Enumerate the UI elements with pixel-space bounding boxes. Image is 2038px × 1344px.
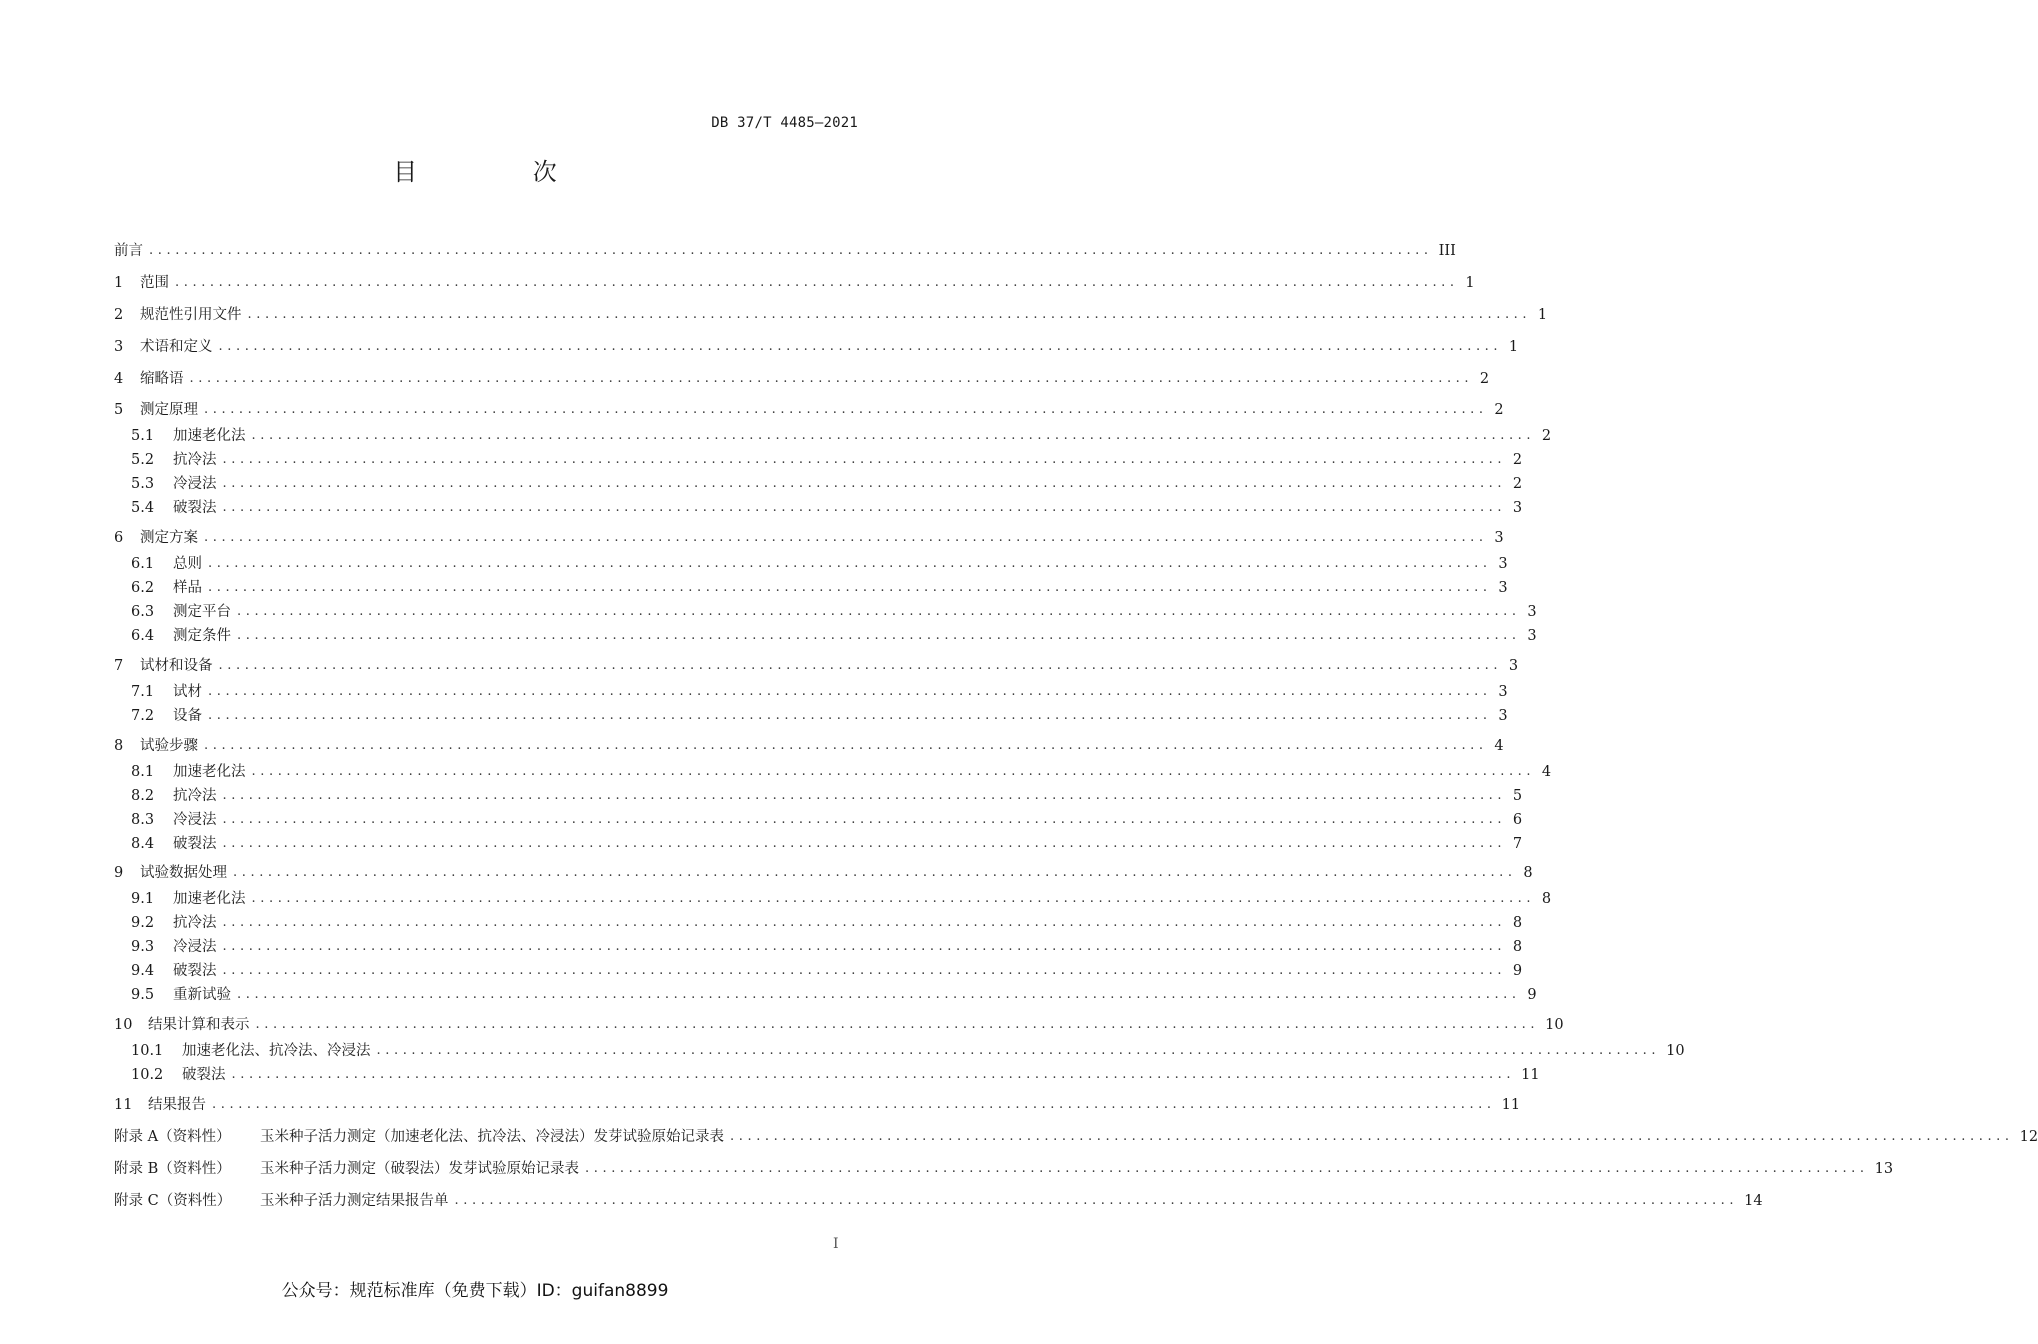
toc-number: 4: [114, 371, 124, 387]
toc-label: 样品: [173, 580, 202, 596]
toc-entry[interactable]: [114, 400, 1504, 420]
toc-number: 1: [114, 275, 124, 291]
toc-label: 试材和设备: [140, 658, 213, 674]
toc-page: 2: [1512, 476, 1523, 492]
toc-leader-dots: ...................................................................................................................................................: [233, 865, 1517, 880]
toc-leader-dots: ...................................................................................................................................................: [218, 658, 1503, 673]
toc-leader-dots: ...................................................................................................................................................: [247, 307, 1532, 322]
toc-subentry[interactable]: [131, 602, 1537, 622]
toc-subentry[interactable]: [131, 498, 1523, 518]
toc-subentry[interactable]: [131, 426, 1552, 446]
toc-page: 3: [1498, 580, 1508, 596]
toc-page: 2: [1512, 452, 1523, 468]
toc-entry-appendix-c[interactable]: [114, 1191, 1763, 1211]
toc-page: III: [1438, 243, 1456, 259]
toc-subentry[interactable]: [131, 706, 1508, 726]
toc-entry[interactable]: [114, 1095, 1521, 1115]
toc-leader-dots: ...................................................................................................................................................: [208, 556, 1492, 571]
toc-page: 4: [1494, 738, 1504, 754]
toc-leader-dots: ...................................................................................................................................................: [204, 402, 1488, 417]
toc-number: 附录 A（资料性）: [114, 1129, 231, 1145]
toc-number: 6.2: [131, 580, 155, 596]
toc-number: 8.4: [131, 836, 155, 852]
toc-label: 试材: [173, 684, 202, 700]
toc-subentry[interactable]: [131, 786, 1523, 806]
doc-code: DB 37/T 4485—2021: [711, 115, 858, 131]
toc-label: 玉米种子活力测定（加速老化法、抗冷法、冷浸法）发芽试验原始记录表: [260, 1129, 724, 1145]
toc-label: 破裂法: [173, 836, 217, 852]
toc-page: 3: [1498, 708, 1508, 724]
toc-leader-dots: ...................................................................................................................................................: [204, 738, 1488, 753]
toc-subentry[interactable]: [131, 554, 1508, 574]
toc-leader-dots: ...................................................................................................................................................: [212, 1097, 1496, 1112]
toc-number: 6.3: [131, 604, 155, 620]
toc-label: 冷浸法: [173, 812, 217, 828]
toc-entry[interactable]: [114, 1015, 1564, 1035]
toc-number: 3: [114, 339, 124, 355]
toc-label: 破裂法: [173, 963, 217, 979]
toc-entry-appendix-a[interactable]: [114, 1127, 2038, 1147]
toc-number: 5.2: [131, 452, 155, 468]
toc-label: 测定平台: [173, 604, 231, 620]
toc-subentry[interactable]: [131, 474, 1523, 494]
toc-label: 加速老化法: [173, 891, 246, 907]
toc-leader-dots: ...................................................................................................................................................: [175, 275, 1459, 290]
toc-subentry[interactable]: [131, 1041, 1685, 1061]
toc-number: 6.4: [131, 628, 155, 644]
toc-leader-dots: ...................................................................................................................................................: [237, 628, 1521, 643]
toc-number: 5.1: [131, 428, 155, 444]
toc-leader-dots: ...................................................................................................................................................: [204, 530, 1488, 545]
toc-page: 7: [1512, 836, 1523, 852]
toc-page: 11: [1521, 1067, 1540, 1083]
toc-page: 10: [1545, 1017, 1564, 1033]
toc-label: 试验数据处理: [140, 865, 227, 881]
toc-label: 重新试验: [173, 987, 231, 1003]
toc-page: 3: [1498, 556, 1508, 572]
toc-label: 抗冷法: [173, 788, 217, 804]
toc-label: 抗冷法: [173, 452, 217, 468]
toc-subentry[interactable]: [131, 810, 1523, 830]
toc-page: 9: [1512, 963, 1523, 979]
toc-number: 9: [114, 865, 124, 881]
toc-page: 2: [1494, 402, 1504, 418]
toc-subentry[interactable]: [131, 1065, 1540, 1085]
toc-number: 2: [114, 307, 124, 323]
toc-subentry[interactable]: [131, 682, 1508, 702]
toc-leader-dots: ...................................................................................................................................................: [222, 915, 1507, 930]
toc-entry-appendix-b[interactable]: [114, 1159, 1894, 1179]
toc-page: 2: [1479, 371, 1490, 387]
toc-page: 9: [1527, 987, 1537, 1003]
toc-subentry[interactable]: [131, 961, 1523, 981]
toc-page: 3: [1527, 604, 1537, 620]
toc-entry[interactable]: [114, 369, 1490, 389]
toc-number: 7.1: [131, 684, 155, 700]
toc-label: 测定条件: [173, 628, 231, 644]
toc-leader-dots: ...................................................................................................................................................: [222, 500, 1507, 515]
toc-leader-dots: ...................................................................................................................................................: [222, 939, 1507, 954]
toc-page: 12: [2019, 1129, 2038, 1145]
toc-label: 测定方案: [140, 530, 198, 546]
toc-page: 5: [1512, 788, 1523, 804]
toc-leader-dots: ...................................................................................................................................................: [222, 812, 1507, 827]
toc-entry[interactable]: [114, 528, 1504, 548]
toc-number: 8.3: [131, 812, 155, 828]
toc-leader-dots: ...................................................................................................................................................: [376, 1043, 1661, 1058]
toc-number: 8.2: [131, 788, 155, 804]
toc-leader-dots: ...................................................................................................................................................: [218, 339, 1503, 354]
toc-number: 11: [114, 1097, 133, 1113]
toc-number: 8.1: [131, 764, 155, 780]
toc-label: 破裂法: [173, 500, 217, 516]
toc-page: 2: [1541, 428, 1552, 444]
toc-number: 8: [114, 738, 124, 754]
toc-label: 结果计算和表示: [148, 1017, 250, 1033]
toc-leader-dots: ...................................................................................................................................................: [189, 371, 1474, 386]
toc-entry[interactable]: [114, 656, 1519, 676]
toc-page: 1: [1508, 339, 1519, 355]
toc-page: 3: [1512, 500, 1523, 516]
toc-subentry[interactable]: [131, 985, 1537, 1005]
toc-leader-dots: ...................................................................................................................................................: [454, 1193, 1739, 1208]
toc-entry-preface[interactable]: [114, 241, 1456, 261]
toc-label: 结果报告: [148, 1097, 206, 1113]
toc-label: 玉米种子活力测定（破裂法）发芽试验原始记录表: [260, 1161, 579, 1177]
toc-leader-dots: ...................................................................................................................................................: [208, 684, 1492, 699]
toc-leader-dots: ...................................................................................................................................................: [222, 963, 1507, 978]
toc-page: 1: [1537, 307, 1548, 323]
page-title: 目 次: [393, 158, 611, 186]
toc-page: 4: [1541, 764, 1552, 780]
toc-leader-dots: ...................................................................................................................................................: [237, 987, 1521, 1002]
toc-page: 3: [1508, 658, 1519, 674]
toc-number: 10: [114, 1017, 133, 1033]
toc-number: 9.2: [131, 915, 155, 931]
toc-label: 加速老化法: [173, 428, 246, 444]
toc-number: 附录 C（资料性）: [114, 1193, 232, 1209]
toc-page: 14: [1744, 1193, 1763, 1209]
toc-label: 破裂法: [182, 1067, 226, 1083]
toc-entry[interactable]: [114, 305, 1548, 325]
toc-leader-dots: ...................................................................................................................................................: [222, 476, 1507, 491]
toc-label: 加速老化法、抗冷法、冷浸法: [182, 1043, 371, 1059]
toc-number: 7.2: [131, 708, 155, 724]
toc-leader-dots: ...................................................................................................................................................: [251, 764, 1536, 779]
toc-subentry[interactable]: [131, 626, 1537, 646]
page-number: I: [833, 1236, 839, 1252]
toc-page: 8: [1523, 865, 1533, 881]
toc-leader-dots: ...................................................................................................................................................: [231, 1067, 1516, 1082]
toc-page: 6: [1512, 812, 1523, 828]
toc-label: 规范性引用文件: [140, 307, 242, 323]
toc-leader-dots: ...................................................................................................................................................: [222, 836, 1507, 851]
toc-entry[interactable]: [114, 863, 1533, 883]
toc-page: 3: [1498, 684, 1508, 700]
toc-page: 3: [1527, 628, 1537, 644]
toc-subentry[interactable]: [131, 762, 1552, 782]
toc-number: 7: [114, 658, 124, 674]
toc-subentry[interactable]: [131, 913, 1523, 933]
toc-leader-dots: ...................................................................................................................................................: [222, 452, 1507, 467]
toc-number: 5.3: [131, 476, 155, 492]
footer-note: 公众号：规范标准库（免费下载）ID：guifan8899: [281, 1281, 669, 1301]
toc-label: 抗冷法: [173, 915, 217, 931]
toc-subentry[interactable]: [131, 834, 1523, 854]
toc-number: 10.2: [131, 1067, 164, 1083]
toc-page: 11: [1501, 1097, 1521, 1113]
toc-label: 加速老化法: [173, 764, 246, 780]
toc-page: 8: [1541, 891, 1552, 907]
toc-number: 6: [114, 530, 124, 546]
toc-subentry[interactable]: [131, 450, 1523, 470]
toc-label: 冷浸法: [173, 939, 217, 955]
toc-entry[interactable]: [114, 337, 1519, 357]
toc-label: 前言: [114, 243, 143, 259]
toc-entry[interactable]: [114, 736, 1504, 756]
toc-leader-dots: ...................................................................................................................................................: [222, 788, 1507, 803]
toc-label: 冷浸法: [173, 476, 217, 492]
toc-number: 6.1: [131, 556, 155, 572]
toc-subentry[interactable]: [131, 578, 1508, 598]
toc-label: 总则: [173, 556, 202, 572]
toc-leader-dots: ...................................................................................................................................................: [208, 580, 1492, 595]
toc-label: 试验步骤: [140, 738, 198, 754]
toc-number: 5: [114, 402, 124, 418]
toc-label: 设备: [173, 708, 202, 724]
toc-page: 8: [1512, 939, 1523, 955]
toc-label: 测定原理: [140, 402, 198, 418]
toc-page: 3: [1494, 530, 1504, 546]
toc-leader-dots: ...................................................................................................................................................: [255, 1017, 1540, 1032]
toc-leader-dots: ...................................................................................................................................................: [251, 428, 1536, 443]
toc-leader-dots: ...................................................................................................................................................: [237, 604, 1521, 619]
toc-number: 5.4: [131, 500, 155, 516]
toc-number: 附录 B（资料性）: [114, 1161, 231, 1177]
toc-subentry[interactable]: [131, 889, 1552, 909]
toc-entry[interactable]: [114, 273, 1475, 293]
toc-number: 9.4: [131, 963, 155, 979]
toc-leader-dots: ...................................................................................................................................................: [208, 708, 1492, 723]
toc-page: 8: [1512, 915, 1523, 931]
toc-leader-dots: ...................................................................................................................................................: [251, 891, 1536, 906]
toc-label: 缩略语: [140, 371, 184, 387]
toc-page: 1: [1465, 275, 1475, 291]
toc-label: 术语和定义: [140, 339, 213, 355]
toc-subentry[interactable]: [131, 937, 1523, 957]
toc-leader-dots: ...................................................................................................................................................: [585, 1161, 1869, 1176]
toc-label: 范围: [140, 275, 169, 291]
toc-leader-dots: ...................................................................................................................................................: [149, 243, 1433, 258]
toc-number: 9.3: [131, 939, 155, 955]
toc-page: 13: [1874, 1161, 1894, 1177]
toc-number: 9.5: [131, 987, 155, 1003]
toc-number: 10.1: [131, 1043, 164, 1059]
toc-label: 玉米种子活力测定结果报告单: [260, 1193, 449, 1209]
toc-number: 9.1: [131, 891, 155, 907]
toc-leader-dots: ...................................................................................................................................................: [730, 1129, 2014, 1144]
toc-page: 10: [1666, 1043, 1685, 1059]
